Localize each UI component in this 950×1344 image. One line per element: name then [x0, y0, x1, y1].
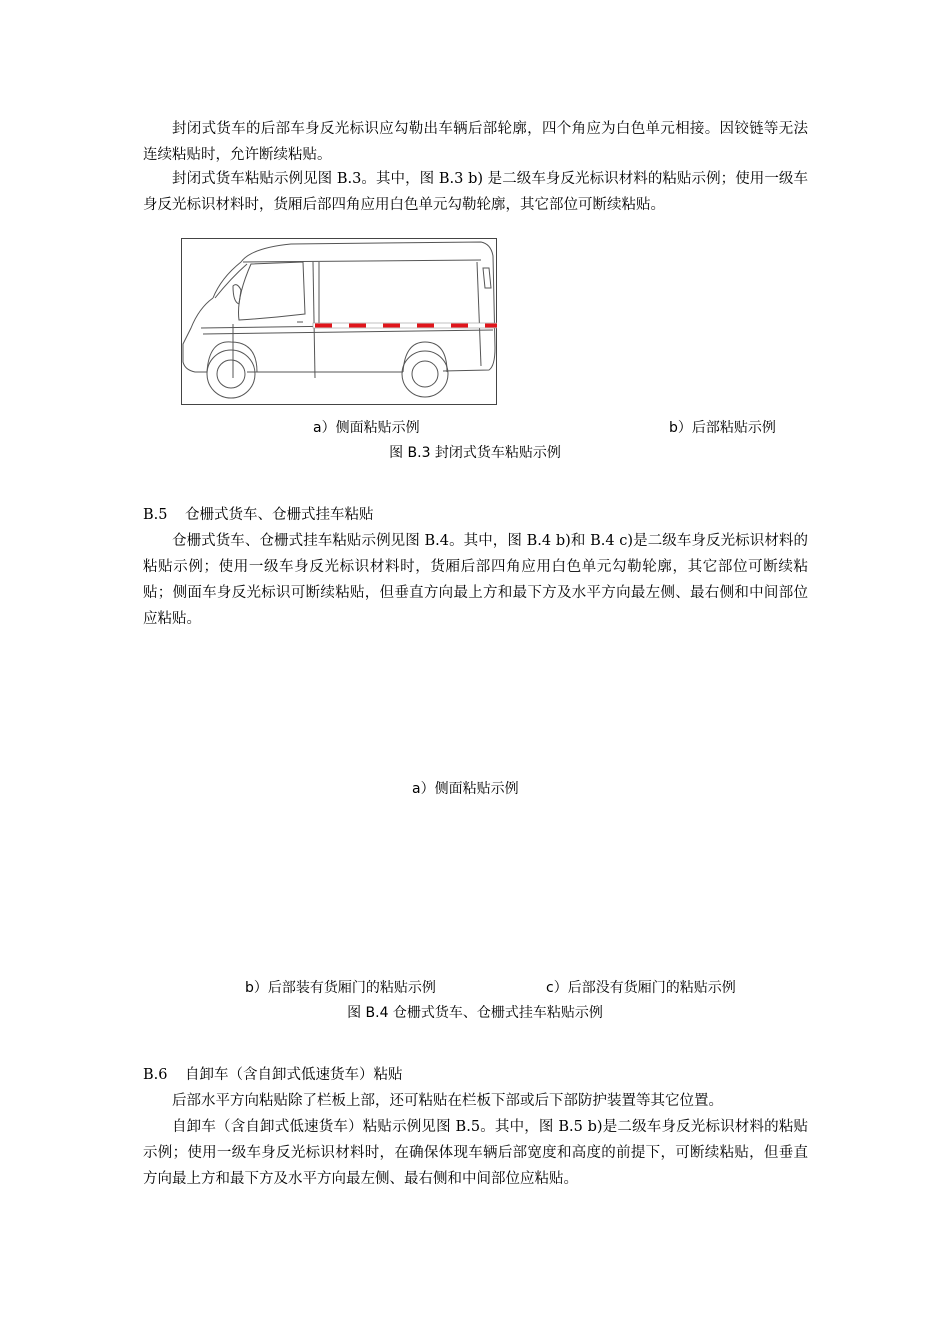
- van-side-illustration: [181, 238, 497, 405]
- stripe-unit-red: [315, 324, 332, 328]
- paragraph-b5: 仓栅式货车、仓栅式挂车粘贴示例见图 B.4。其中，图 B.4 b)和 B.4 c)是二级车身反光标识材料的粘贴示例；使用一级车身反光标识材料时，货厢后部四角应用白色单元勾勒轮廓，其它部位可断续粘贴；侧面车身反光标识可断续粘贴，但垂直方向最上方和最下方及水平方向最左侧、最右侧和中间部位应粘贴。: [143, 533, 808, 627]
- fig-b4-title: 图 B.4 仓栅式货车、仓栅式挂车粘贴示例: [347, 1005, 603, 1021]
- section-number: B.6: [143, 1067, 168, 1083]
- fig-b4-caption-b: b）后部装有货厢门的粘贴示例: [245, 980, 436, 996]
- stripe-unit-white: [366, 324, 383, 328]
- stripe-unit-white: [468, 324, 485, 328]
- stripe-unit-white: [434, 324, 451, 328]
- paragraph-closed-van-example: 封闭式货车粘贴示例见图 B.3。其中，图 B.3 b) 是二级车身反光标识材料的粘贴示例；使用一级车身反光标识材料时，货厢后部四角应用白色单元勾勒轮廓，其它部位可断续粘贴。: [143, 171, 808, 213]
- section-title: 自卸车（含自卸式低速货车）粘贴: [185, 1067, 403, 1083]
- section-number: B.5: [143, 507, 168, 523]
- fig-b3-caption-b: b）后部粘贴示例: [669, 420, 776, 436]
- section-b6-heading: [143, 1062, 403, 1088]
- paragraph-b6-1: 后部水平方向粘贴除了栏板上部，还可粘贴在栏板下部或后下部防护装置等其它位置。: [172, 1093, 723, 1109]
- stripe-unit-red: [417, 324, 434, 328]
- stripe-unit-red: [383, 324, 400, 328]
- fig-b3-title: 图 B.3 封闭式货车粘贴示例: [389, 445, 561, 461]
- paragraph-b6-2: 自卸车（含自卸式低速货车）粘贴示例见图 B.5。其中，图 B.5 b)是二级车身反光标识材料的粘贴示例；使用一级车身反光标识材料时，在确保体现车辆后部宽度和高度的前提下，可断续粘贴，但垂直方向最上方和最下方及水平方向最左侧、最右侧和中间部位应粘贴。: [143, 1119, 808, 1187]
- stripe-unit-red: [349, 324, 366, 328]
- section-b5-heading: [143, 502, 374, 528]
- stripe-unit-white: [332, 324, 349, 328]
- reflective-stripe: [315, 324, 497, 328]
- stripe-unit-red: [485, 324, 497, 328]
- paragraph-closed-van-rear-outline: 封闭式货车的后部车身反光标识应勾勒出车辆后部轮廓，四个角应为白色单元相接。因铰链等无法连续粘贴时，允许断续粘贴。: [143, 121, 808, 163]
- fig-b4-caption-a: a）侧面粘贴示例: [412, 781, 519, 797]
- section-title: 仓栅式货车、仓栅式挂车粘贴: [185, 507, 374, 523]
- fig-b3-caption-a: a）侧面粘贴示例: [313, 420, 420, 436]
- fig-b4-caption-c: c）后部没有货厢门的粘贴示例: [546, 980, 736, 996]
- stripe-unit-white: [400, 324, 417, 328]
- stripe-unit-red: [451, 324, 468, 328]
